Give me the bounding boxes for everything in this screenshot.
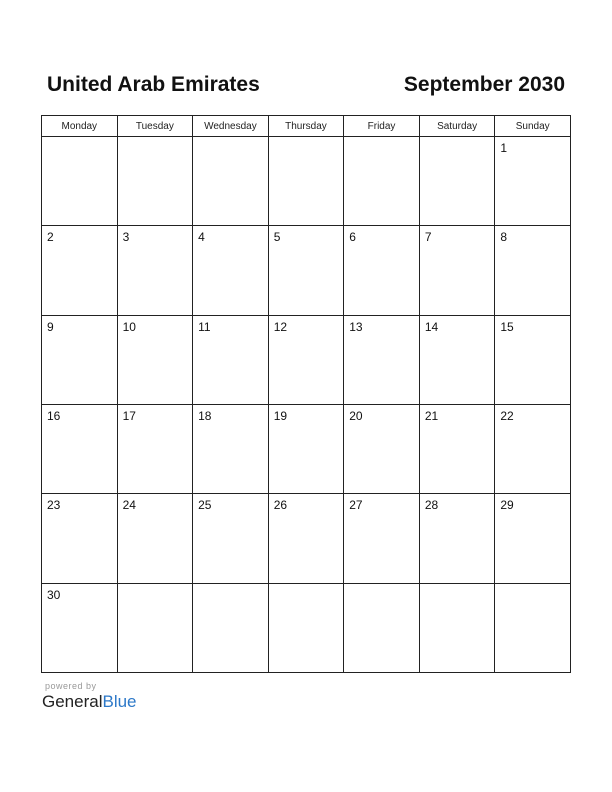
powered-by-text: powered by (45, 681, 97, 691)
brand-name-general: General (42, 692, 103, 711)
day-number: 23 (47, 498, 61, 513)
day-number: 22 (500, 408, 514, 423)
calendar-header (47, 70, 565, 100)
day-cell (419, 315, 495, 404)
weekday-saturday: Saturday (419, 116, 495, 137)
day-number: 10 (122, 319, 136, 334)
day-cell (193, 404, 269, 493)
day-cell (117, 226, 193, 315)
day-number: 29 (500, 498, 514, 513)
day-number (495, 584, 570, 588)
day-number: 26 (273, 498, 288, 513)
day-number: 4 (198, 230, 205, 245)
week-row (42, 494, 571, 583)
day-number (118, 137, 193, 141)
day-number: 15 (500, 319, 514, 334)
day-cell (42, 583, 118, 672)
day-cell (268, 494, 344, 583)
day-number: 8 (500, 230, 508, 245)
day-number: 19 (273, 408, 288, 423)
day-cell (42, 315, 118, 404)
day-cell (495, 494, 571, 583)
country-title: United Arab Emirates (47, 73, 260, 96)
week-row (42, 226, 571, 315)
day-number: 20 (349, 408, 363, 423)
day-cell (193, 583, 269, 672)
day-cell (344, 315, 420, 404)
day-cell (344, 404, 420, 493)
weekday-sunday: Sunday (495, 116, 571, 137)
day-cell (268, 315, 344, 404)
weekday-tuesday: Tuesday (117, 116, 193, 137)
day-cell (495, 404, 571, 493)
day-cell (42, 226, 118, 315)
day-cell (193, 494, 269, 583)
day-number: 18 (198, 408, 212, 423)
day-cell (344, 494, 420, 583)
day-number: 28 (424, 498, 439, 513)
day-number: 14 (424, 319, 439, 334)
week-row (42, 315, 571, 404)
day-cell (193, 226, 269, 315)
week-row (42, 404, 571, 493)
day-number (344, 137, 419, 141)
day-cell (344, 226, 420, 315)
day-cell (419, 494, 495, 583)
day-number (193, 584, 268, 588)
brand-name-blue: Blue (102, 692, 137, 711)
month-year-title: September 2030 (403, 73, 565, 96)
day-number (118, 584, 193, 588)
day-cell (117, 583, 193, 672)
day-number: 9 (47, 319, 54, 334)
day-number: 17 (122, 408, 136, 423)
day-number: 21 (424, 408, 439, 423)
weekday-thursday: Thursday (268, 116, 344, 137)
weekday-wednesday: Wednesday (193, 116, 269, 137)
day-number: 13 (349, 319, 363, 334)
day-number: 16 (47, 408, 61, 423)
day-cell (419, 404, 495, 493)
day-cell (268, 583, 344, 672)
day-number: 6 (349, 230, 356, 245)
day-cell (42, 404, 118, 493)
day-cell (268, 137, 344, 226)
day-number: 2 (47, 230, 54, 245)
weekday-header-row (42, 116, 571, 137)
day-cell (193, 137, 269, 226)
day-number: 7 (424, 230, 432, 245)
day-cell (117, 315, 193, 404)
day-cell (268, 404, 344, 493)
day-number: 25 (198, 498, 212, 513)
day-cell (42, 137, 118, 226)
day-number: 11 (198, 319, 211, 334)
brand-logo[interactable] (42, 692, 137, 712)
day-number (269, 584, 344, 588)
week-row (42, 583, 571, 672)
calendar-grid (41, 115, 571, 673)
day-cell (117, 137, 193, 226)
day-cell (419, 137, 495, 226)
day-number: 12 (273, 319, 288, 334)
day-number: 24 (122, 498, 136, 513)
day-cell (495, 137, 571, 226)
weekday-friday: Friday (344, 116, 420, 137)
day-cell (495, 583, 571, 672)
day-cell (344, 137, 420, 226)
footer-branding (42, 681, 137, 712)
day-number (193, 137, 268, 141)
day-number: 5 (273, 230, 281, 245)
day-number: 1 (500, 141, 508, 155)
weekday-monday: Monday (42, 116, 118, 137)
day-cell (42, 494, 118, 583)
day-number (420, 584, 495, 588)
day-number (344, 584, 419, 588)
day-number: 27 (349, 498, 363, 513)
day-number: 3 (122, 230, 130, 245)
day-cell (344, 583, 420, 672)
week-row (42, 137, 571, 226)
day-cell (419, 583, 495, 672)
day-cell (419, 226, 495, 315)
day-cell (117, 494, 193, 583)
day-cell (268, 226, 344, 315)
day-cell (117, 404, 193, 493)
day-cell (495, 226, 571, 315)
day-cell (495, 315, 571, 404)
day-cell (193, 315, 269, 404)
day-number: 30 (47, 587, 61, 602)
day-number (42, 137, 117, 141)
day-number (269, 137, 344, 141)
day-number (420, 137, 495, 141)
